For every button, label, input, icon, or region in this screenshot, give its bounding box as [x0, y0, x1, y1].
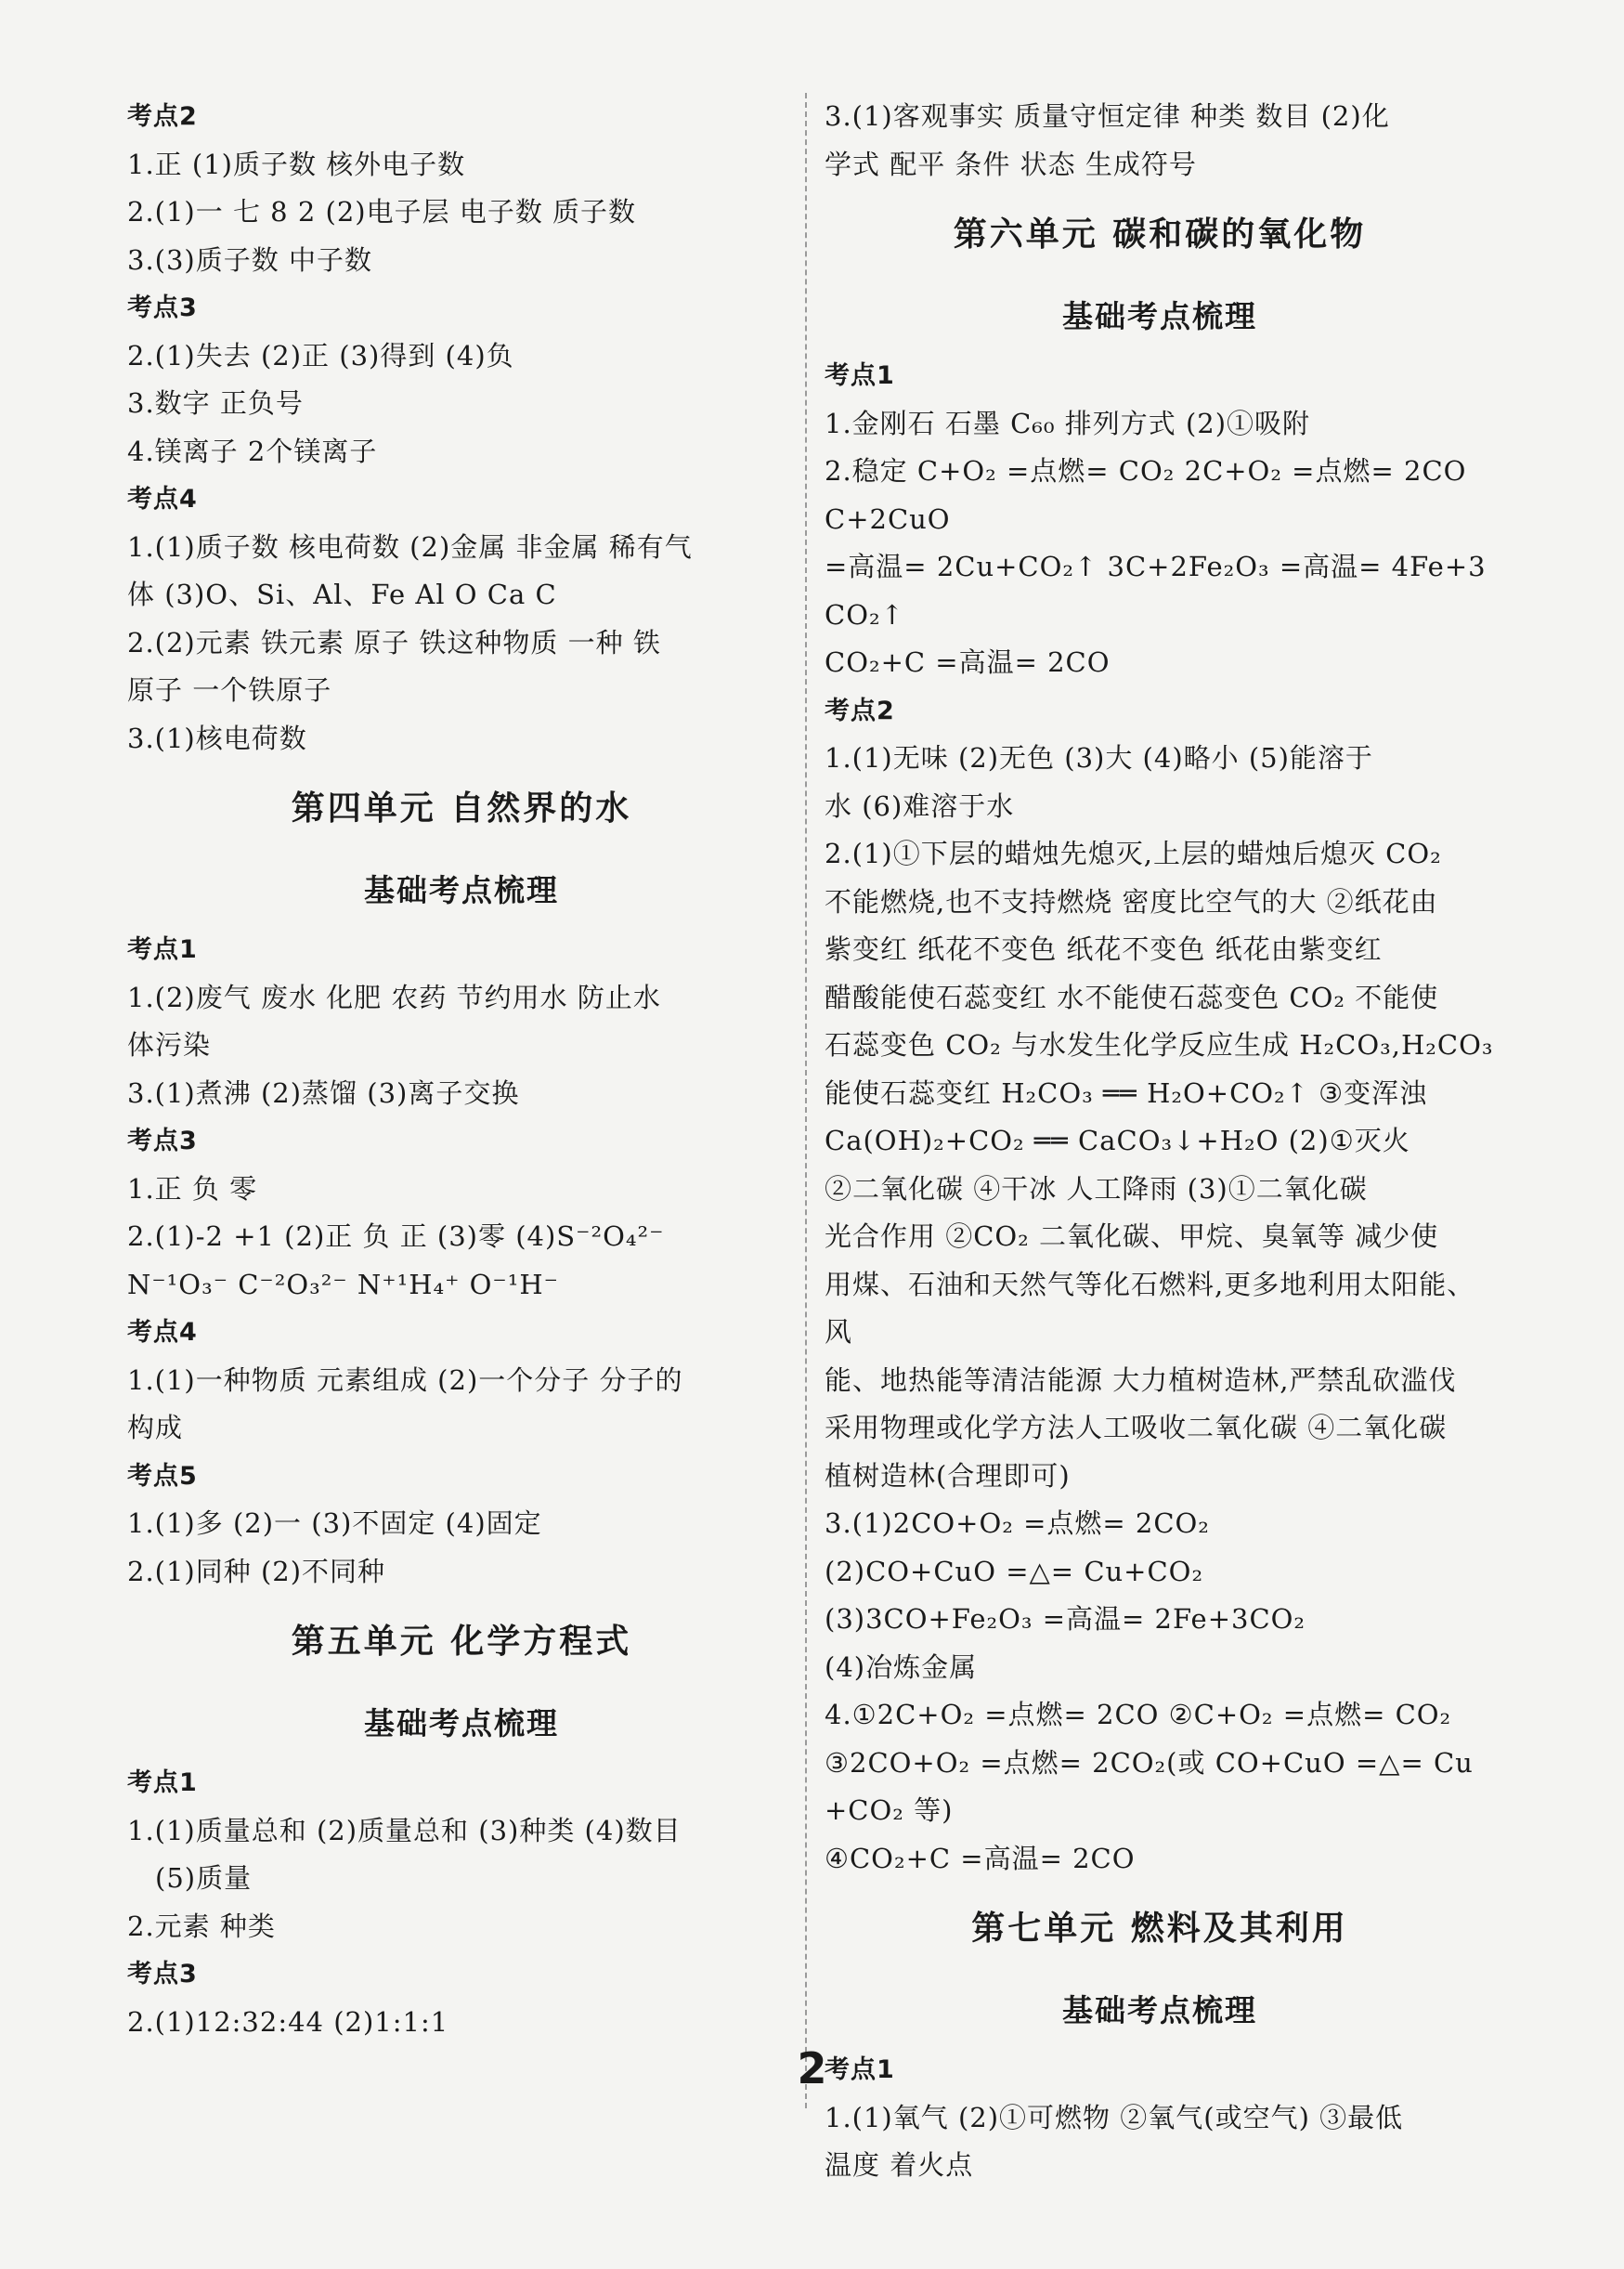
text-line: 1.(1)氧气 (2)①可燃物 ②氧气(或空气) ③最低	[825, 2101, 1404, 2133]
text-line: 1.(2)废气 废水 化肥 农药 节约用水 防止水	[127, 981, 661, 1013]
text-line: (3)3CO+Fe₂O₃ =高温= 2Fe+3CO₂	[825, 1603, 1306, 1635]
text-line: 1.金刚石 石墨 C₆₀ 排列方式 (2)①吸附	[825, 407, 1311, 439]
text-line: 醋酸能使石蕊变红 水不能使石蕊变色 CO₂ 不能使	[825, 981, 1439, 1013]
kaodian-1-heading: 考点1	[825, 2055, 895, 2084]
unit-7-section-title: 基础考点梳理	[1062, 1992, 1257, 2028]
text-line: 采用物理或化学方法人工吸收二氧化碳 ④二氧化碳	[825, 1412, 1448, 1443]
kaodian-3-heading: 考点3	[127, 1127, 198, 1155]
text-line: =高温= 2Cu+CO₂↑ 3C+2Fe₂O₃ =高温= 4Fe+3CO₂↑	[825, 551, 1487, 631]
text-line: 3.(1)2CO+O₂ =点燃= 2CO₂	[825, 1507, 1210, 1539]
text-line: 用煤、石油和天然气等化石燃料,更多地利用太阳能、风	[825, 1268, 1475, 1348]
text-line: 不能燃烧,也不支持燃烧 密度比空气的大 ②纸花由	[825, 885, 1438, 918]
text-line: 3.(3)质子数 中子数	[127, 243, 372, 276]
text-line: 4.镁离子 2个镁离子	[127, 435, 378, 467]
text-line: (4)冶炼金属	[825, 1650, 978, 1683]
unit-4-section-title: 基础考点梳理	[364, 872, 559, 908]
text-line: 植树造林(合理即可)	[825, 1459, 1071, 1492]
kaodian-2-heading: 考点2	[127, 102, 198, 131]
kaodian-1-heading: 考点1	[127, 1768, 198, 1797]
column-divider	[805, 93, 807, 2108]
text-line: 2.稳定 C+O₂ =点燃= CO₂ 2C+O₂ =点燃= 2CO C+2CuO	[825, 455, 1467, 535]
unit-6-title: 第六单元 碳和碳的氧化物	[953, 215, 1367, 254]
kaodian-3-heading: 考点3	[127, 293, 198, 322]
text-line: 水 (6)难溶于水	[825, 789, 1015, 822]
right-column	[825, 93, 1495, 2190]
text-line: 2.(1)一 七 8 2 (2)电子层 电子数 质子数	[127, 196, 637, 228]
unit-4-title: 第四单元 自然界的水	[291, 789, 632, 828]
text-line: 1.(1)质子数 核电荷数 (2)金属 非金属 稀有气	[127, 530, 693, 563]
text-line: Ca(OH)₂+CO₂ ══ CaCO₃↓+H₂O (2)①灭火	[825, 1125, 1410, 1156]
kaodian-5-heading: 考点5	[127, 1461, 198, 1491]
kaodian-4-heading: 考点4	[127, 1318, 198, 1347]
unit-5-section-title: 基础考点梳理	[364, 1705, 559, 1741]
text-line: 3.(1)客观事实 质量守恒定律 种类 数目 (2)化	[825, 100, 1390, 132]
text-line: 温度 着火点	[825, 2149, 974, 2181]
kaodian-3-heading: 考点3	[127, 1960, 198, 1989]
kaodian-1-heading: 考点1	[127, 935, 198, 964]
text-line: N⁻¹O₃⁻ C⁻²O₃²⁻ N⁺¹H₄⁺ O⁻¹H⁻	[127, 1268, 559, 1300]
text-line: 光合作用 ②CO₂ 二氧化碳、甲烷、臭氧等 减少使	[825, 1220, 1439, 1252]
text-line: (5)质量	[155, 1862, 253, 1894]
kaodian-2-heading: 考点2	[825, 696, 895, 725]
text-line: 原子 一个铁原子	[127, 674, 332, 706]
text-line: 2.(1)-2 +1 (2)正 负 正 (3)零 (4)S⁻²O₄²⁻	[127, 1220, 665, 1252]
kaodian-1-heading: 考点1	[825, 361, 895, 390]
text-line: 3.(1)核电荷数	[127, 722, 307, 754]
text-line: 1.(1)一种物质 元素组成 (2)一个分子 分子的	[127, 1363, 683, 1396]
page-number: 2	[797, 2043, 827, 2093]
text-line: 石蕊变色 CO₂ 与水发生化学反应生成 H₂CO₃,H₂CO₃	[825, 1029, 1494, 1061]
text-line: 3.(1)煮沸 (2)蒸馏 (3)离子交换	[127, 1076, 520, 1109]
unit-5-title: 第五单元 化学方程式	[291, 1623, 632, 1661]
text-line: 1.正 (1)质子数 核外电子数	[127, 148, 466, 180]
text-line: 学式 配平 条件 状态 生成符号	[825, 148, 1197, 180]
text-line: ②二氧化碳 ④干冰 人工降雨 (3)①二氧化碳	[825, 1172, 1368, 1205]
text-line: 1.(1)无味 (2)无色 (3)大 (4)略小 (5)能溶于	[825, 742, 1373, 774]
text-line: 2.(1)失去 (2)正 (3)得到 (4)负	[127, 339, 514, 372]
text-line: ③2CO+O₂ =点燃= 2CO₂(或 CO+CuO =△= Cu+CO₂ 等)	[825, 1746, 1474, 1826]
text-line: CO₂+C =高温= 2CO	[825, 646, 1111, 678]
text-line: 构成	[127, 1412, 184, 1443]
text-line: 3.数字 正负号	[127, 387, 304, 419]
text-line: 体污染	[127, 1029, 212, 1061]
unit-7-title: 第七单元 燃料及其利用	[971, 1910, 1348, 1948]
left-column	[127, 93, 796, 2046]
text-line: 体 (3)O、Si、Al、Fe Al O Ca C	[127, 579, 557, 610]
text-line: 2.(1)①下层的蜡烛先熄灭,上层的蜡烛后熄灭 CO₂	[825, 838, 1442, 869]
text-line: 能使石蕊变红 H₂CO₃ ══ H₂O+CO₂↑ ③变浑浊	[825, 1076, 1428, 1109]
text-line: 4.①2C+O₂ =点燃= 2CO ②C+O₂ =点燃= CO₂	[825, 1699, 1452, 1730]
kaodian-4-heading: 考点4	[127, 485, 198, 514]
text-line: 2.(1)12:32:44 (2)1:1:1	[127, 2005, 449, 2038]
text-line: 2.(2)元素 铁元素 原子 铁这种物质 一种 铁	[127, 626, 661, 659]
text-line: 紫变红 纸花不变色 纸花不变色 纸花由紫变红	[825, 933, 1383, 965]
text-line: 1.(1)质量总和 (2)质量总和 (3)种类 (4)数目	[127, 1814, 682, 1846]
text-line: 2.元素 种类	[127, 1910, 276, 1942]
text-line: 1.正 负 零	[127, 1172, 258, 1205]
text-line: 1.(1)多 (2)一 (3)不固定 (4)固定	[127, 1507, 542, 1539]
text-line: (2)CO+CuO =△= Cu+CO₂	[825, 1555, 1204, 1587]
unit-6-section-title: 基础考点梳理	[1062, 298, 1257, 334]
text-line: 能、地热能等清洁能源 大力植树造林,严禁乱砍滥伐	[825, 1363, 1457, 1396]
text-line: 2.(1)同种 (2)不同种	[127, 1555, 386, 1587]
text-line: ④CO₂+C =高温= 2CO	[825, 1842, 1136, 1874]
